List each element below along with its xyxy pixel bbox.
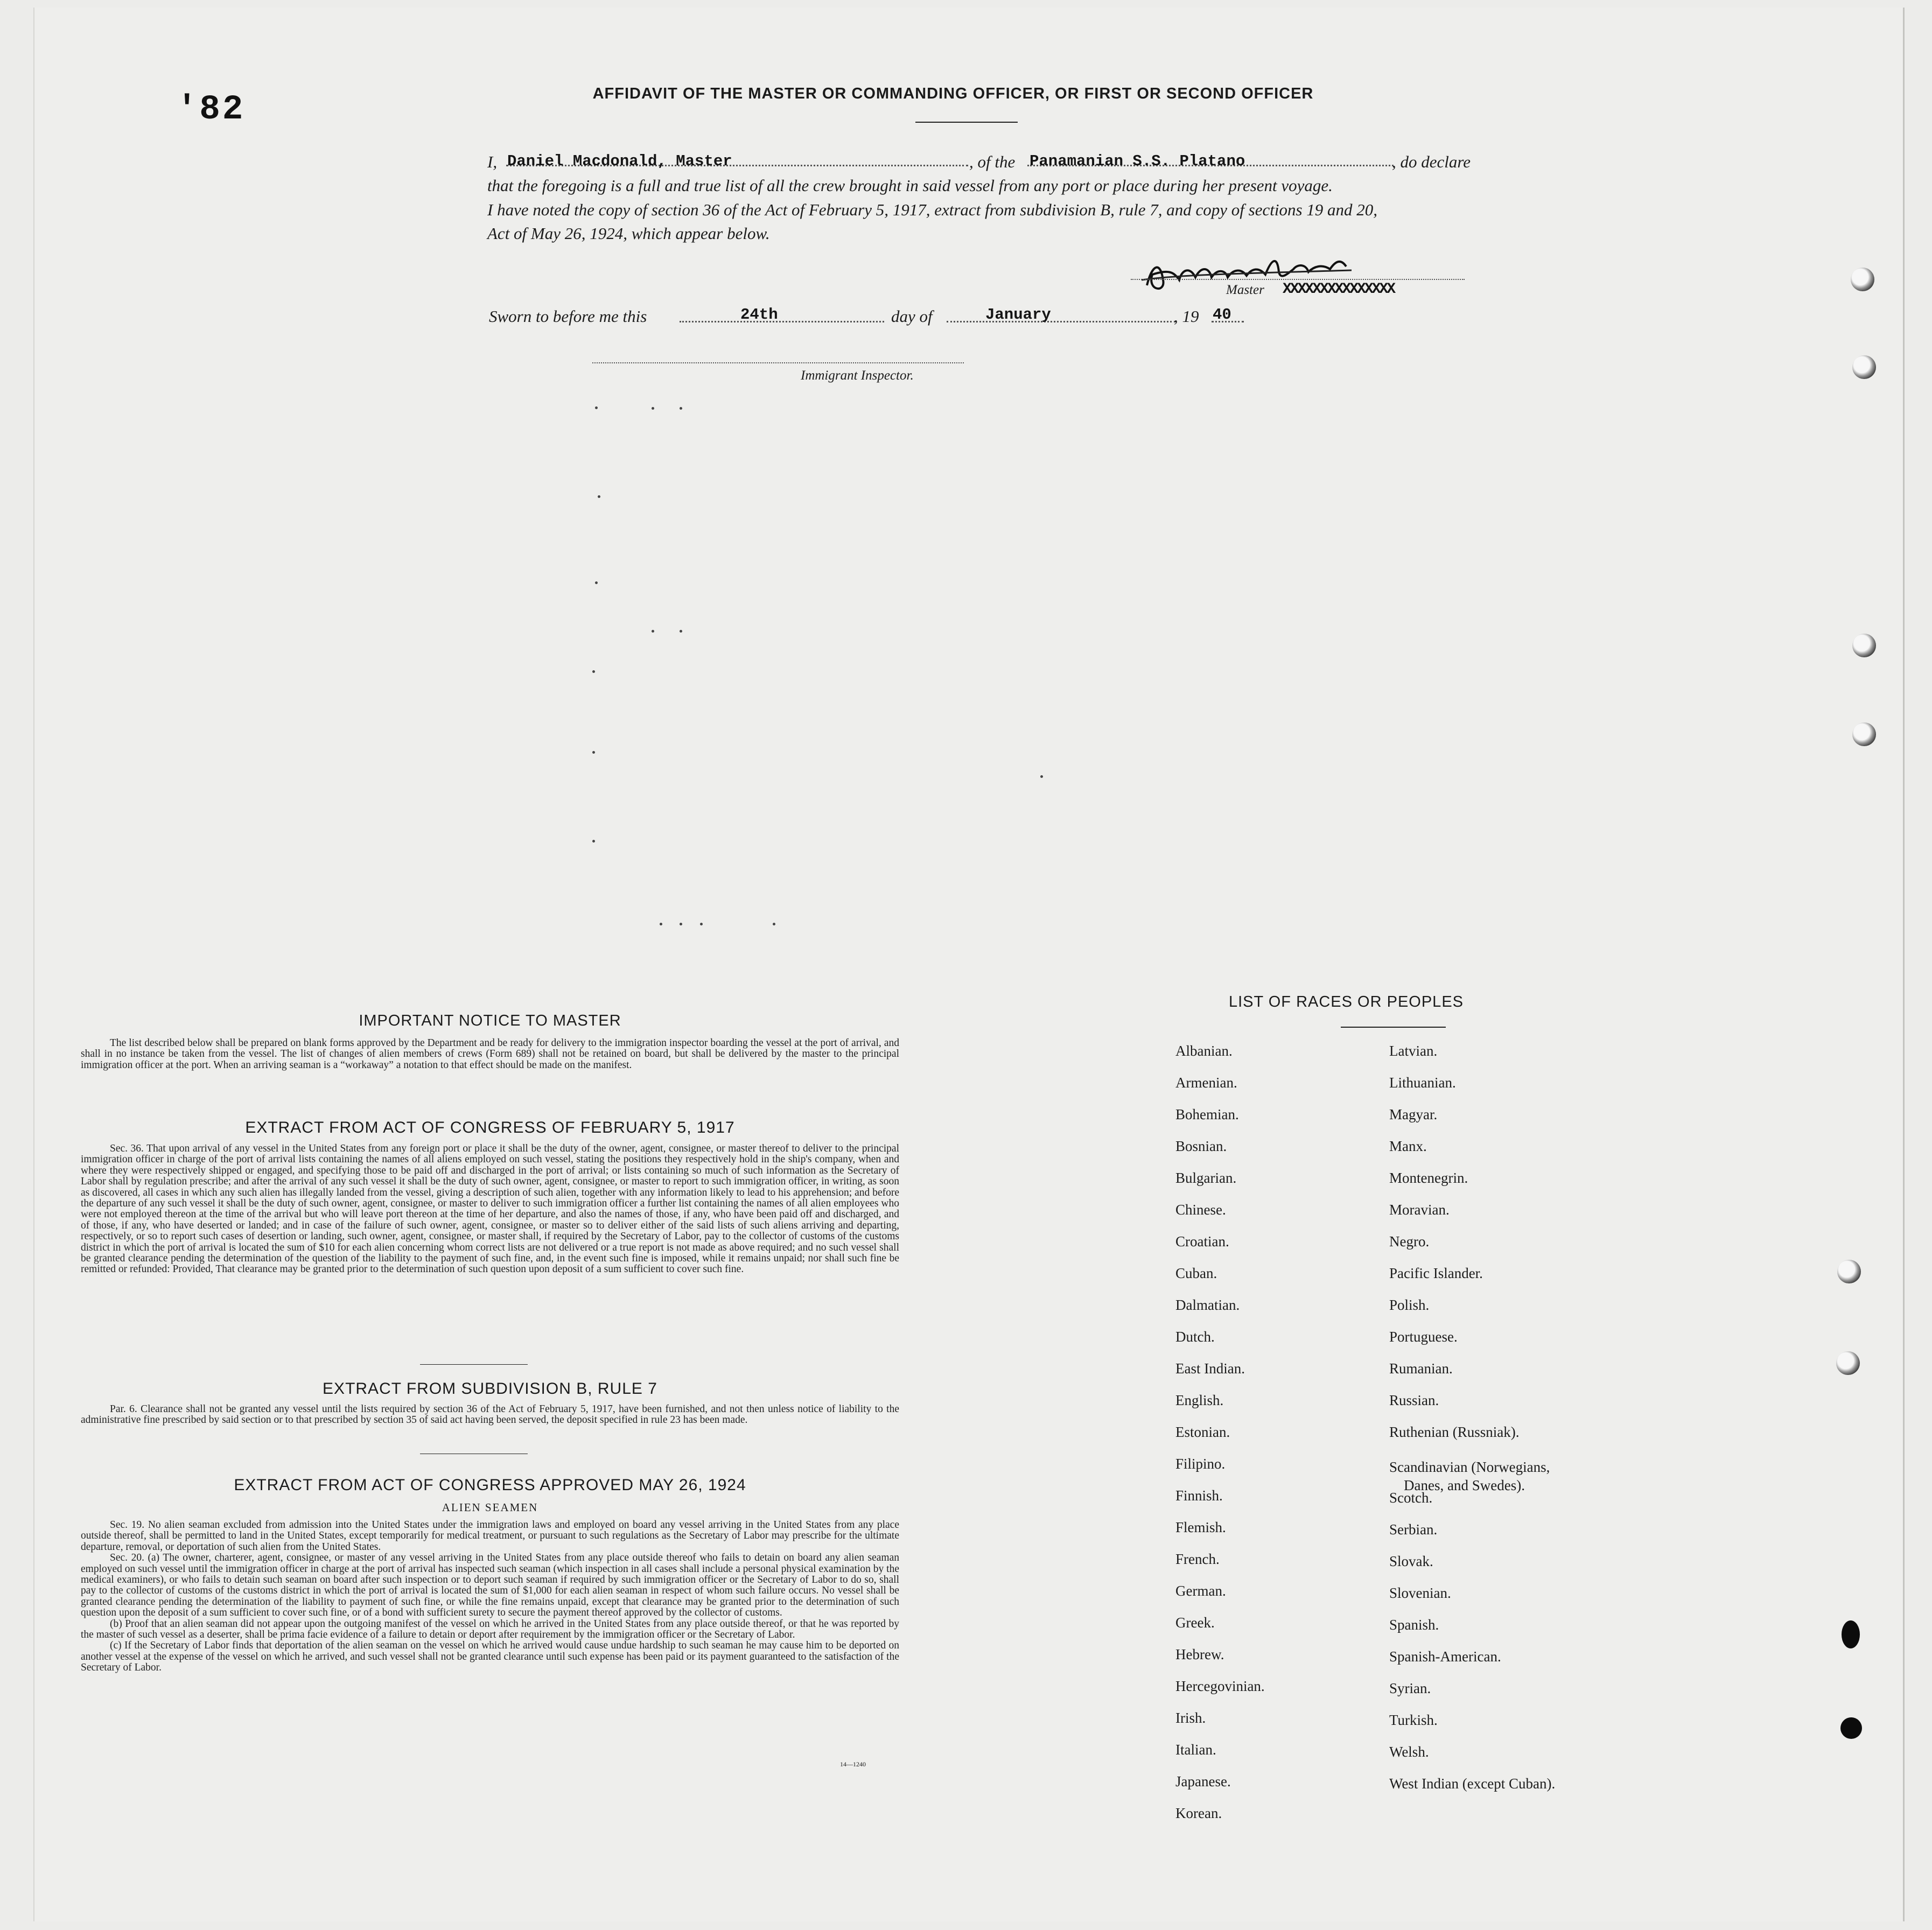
race-item: Moravian.: [1389, 1202, 1450, 1218]
affidavit-title-rule: [915, 122, 1018, 123]
bleed-mark: [592, 840, 595, 843]
race-item: Serbian.: [1389, 1521, 1438, 1538]
punch-hole: [1851, 268, 1874, 291]
ink-blot: [1842, 1620, 1860, 1648]
sec-20b-paragraph: (b) Proof that an alien seaman did not appear upon the outgoing manifest of the vessel on which he arrived in the United States from any place outside thereof, or that he was reported by the master of such vessel as a deserter, shall be prima facie evidence of a failure to detain or deport after requirement by the immigration officer or the Secretary of Labor.: [81, 1618, 899, 1641]
punch-hole: [1836, 1351, 1860, 1375]
bleed-mark: [592, 670, 595, 673]
race-item: Cuban.: [1175, 1265, 1217, 1281]
corner-stamp: '82: [177, 90, 246, 129]
extract-1917-text: [81, 1143, 899, 1275]
punch-hole: [1852, 722, 1876, 746]
subdivision-title: EXTRACT FROM SUBDIVISION B, RULE 7: [323, 1380, 657, 1398]
form-number: 14—1240: [840, 1760, 866, 1768]
races-title: LIST OF RACES OR PEOPLES: [1228, 993, 1464, 1010]
bleed-mark: [700, 923, 703, 925]
race-item: Japanese.: [1175, 1773, 1231, 1789]
bleed-mark: [592, 751, 595, 754]
affidavit-do-declare: , do declare: [1392, 152, 1471, 171]
sworn-year: 40: [1213, 306, 1231, 324]
bleed-mark: [680, 923, 682, 925]
race-item: German.: [1175, 1583, 1226, 1599]
par-6-paragraph: Par. 6. Clearance shall not be granted any vessel until the lists required by section 36 of the Act of February 5, 1917, have been furnished, and not then unless notice of liability to the administrative fine prescribed by said section or to that prescribed by section 35 of said act having been served, the deposit specified in rule 23 has been made.: [81, 1403, 899, 1426]
race-item: Spanish-American.: [1389, 1648, 1501, 1665]
race-item: Scandinavian (Norwegians,: [1389, 1459, 1550, 1475]
bleed-mark: [595, 406, 598, 409]
inspector-caption: Immigrant Inspector.: [801, 368, 914, 383]
sec-19-paragraph: Sec. 19. No alien seaman excluded from admission into the United States under the immigration laws and employed on board any vessel arriving in the United States from any place outside thereof, shall be permitted to land in the United States, except temporarily for medical treatment, or pursuant to such regulations as the Secretary of Labor may prescribe for the ultimate departure, removal, or deportation of such alien from the United States.: [81, 1519, 899, 1553]
race-item: Hercegovinian.: [1175, 1678, 1265, 1694]
punch-hole: [1852, 634, 1876, 657]
race-item: Dalmatian.: [1175, 1297, 1240, 1313]
sec-36-paragraph: Sec. 36. That upon arrival of any vessel in the United States from any foreign port or place it shall be the duty of the owner, agent, consignee, or master thereof to deliver to the principal immigration officer in charge of the port of arrival lists containing the names of all aliens employed on such vessel, stating the positions they respectively hold in the ship's company, when and where they were respectively shipped or engaged, and specifying those to be paid off and discharged in the port of arrival; or lists containing so much of such information as the Secretary of Labor shall by regulation prescribe; and after the arrival of any such vessel it shall be the duty of such owner, agent, consignee, or master to report to such immigration officer, in writing, as soon as discovered, all cases in which any such alien has illegally landed from the vessel, giving a description of such alien, together with any information likely to lead to his apprehension; and before the departure of any such vessel it shall be the duty of such owner, agent, consignee, or master to deliver to such immigration officer a further list containing the names of all alien employees who were not employed thereon at the time of the arrival but who will leave port thereon at the time of her departure, and also the names of those, if any, who have been paid off and discharged, and of those, if any, who have deserted or landed; and in case of the failure of such owner, agent, consignee, or master so to deliver either of the said lists of such aliens arriving and departing, respectively, or so to report such cases of desertion or landing, such owner, agent, consignee, or master shall, if required by the Secretary of Labor, pay to the collector of customs of the customs district in which the port of arrival is located the sum of $10 for each alien concerning whom correct lists are not delivered or a true report is not made as above required; and no such vessel shall be granted clearance pending the determination of the question of the liability to the payment of such fine, and, in the event such fine is imposed, while it remains unpaid; nor shall such fine be remitted or refunded: Provided, That clearance may be granted prior to the determination of such question upon deposit of a sum sufficient to cover such fine.: [81, 1143, 899, 1275]
extract-1924-text: [81, 1520, 899, 1674]
race-item: Filipino.: [1175, 1456, 1226, 1472]
race-item: Finnish.: [1175, 1487, 1223, 1504]
race-item: Irish.: [1175, 1710, 1206, 1726]
affidavit-i-prefix: I,: [487, 152, 498, 171]
bleed-mark: [660, 923, 662, 925]
race-item: Manx.: [1389, 1138, 1427, 1154]
affidavit-line-3: I have noted the copy of section 36 of the Act of February 5, 1917, extract from subdivision B, rule 7, and copy of sections 19 and 20,: [487, 200, 1378, 219]
race-item: Bohemian.: [1175, 1106, 1239, 1122]
race-item: Korean.: [1175, 1805, 1222, 1821]
race-item: Armenian.: [1175, 1075, 1237, 1091]
month-line: [947, 321, 1175, 322]
notice-text: [81, 1038, 899, 1071]
race-item: West Indian (except Cuban).: [1389, 1775, 1556, 1792]
sec-20c-paragraph: (c) If the Secretary of Labor finds that deportation of the alien seaman on the vessel on which he arrived would cause undue hardship to such seaman he may cause him to be deported on another vessel at the expense of the vessel on which he arrived, and such vessel shall not be granted clearance until such expense has been paid or its payment guaranteed to the satisfaction of the Secretary of Labor.: [81, 1640, 899, 1674]
race-item: Flemish.: [1175, 1519, 1226, 1535]
race-item: Estonian.: [1175, 1424, 1230, 1440]
race-item: Polish.: [1389, 1297, 1430, 1313]
punch-hole: [1837, 1260, 1861, 1283]
affidavit-line-2: that the foregoing is a full and true list of all the crew brought in said vessel from any port or place during her present voyage.: [487, 176, 1333, 195]
race-item: Hebrew.: [1175, 1646, 1224, 1662]
sworn-day: 24th: [740, 306, 778, 324]
race-item: Slovak.: [1389, 1553, 1433, 1569]
race-item: Magyar.: [1389, 1106, 1438, 1122]
affidavit-of-the: , of the: [969, 152, 1016, 171]
race-item: Montenegrin.: [1389, 1170, 1468, 1186]
punch-hole: [1852, 355, 1876, 379]
year-prefix: , 19: [1174, 307, 1199, 326]
race-item: East Indian.: [1175, 1360, 1245, 1377]
race-item: Rumanian.: [1389, 1360, 1453, 1377]
race-item: Lithuanian.: [1389, 1075, 1456, 1091]
bleed-mark: [680, 630, 682, 633]
race-item: Pacific Islander.: [1389, 1265, 1483, 1281]
affidavit-line-4: Act of May 26, 1924, which appear below.: [487, 224, 770, 243]
bleed-mark: [595, 581, 598, 584]
race-item: Croatian.: [1175, 1233, 1229, 1250]
vessel-name: Panamanian S.S. Platano: [1030, 152, 1245, 170]
extract-1917-title: EXTRACT FROM ACT OF CONGRESS OF FEBRUARY 5, 1917: [245, 1119, 735, 1136]
day-line: [680, 321, 884, 322]
affidavit-title: AFFIDAVIT OF THE MASTER OR COMMANDING OFFICER, OR FIRST OR SECOND OFFICER: [592, 85, 1314, 102]
bleed-mark: [1040, 775, 1043, 778]
extract-1924-title: EXTRACT FROM ACT OF CONGRESS APPROVED MAY 26, 1924: [234, 1476, 746, 1494]
race-item: Bosnian.: [1175, 1138, 1227, 1154]
race-item: Bulgarian.: [1175, 1170, 1237, 1186]
race-item: Albanian.: [1175, 1043, 1233, 1059]
signature-caption: Master: [1226, 283, 1264, 297]
race-item: Dutch.: [1175, 1329, 1215, 1345]
sworn-month: January: [985, 306, 1051, 324]
race-item: Danes, and Swedes).: [1404, 1477, 1525, 1493]
subdivision-text: [81, 1404, 899, 1426]
race-item: Spanish.: [1389, 1617, 1439, 1633]
day-of-label: day of: [891, 307, 933, 326]
sworn-prefix: Sworn to before me this: [489, 307, 647, 326]
race-item: Welsh.: [1389, 1744, 1429, 1760]
ink-blot: [1840, 1717, 1862, 1739]
race-item: Syrian.: [1389, 1680, 1431, 1696]
race-item: Chinese.: [1175, 1202, 1226, 1218]
inspector-line: [592, 362, 964, 363]
alien-seamen-subtitle: ALIEN SEAMEN: [442, 1501, 538, 1514]
race-item: Turkish.: [1389, 1712, 1438, 1728]
bleed-mark: [652, 407, 654, 410]
race-item: French.: [1175, 1551, 1220, 1567]
races-title-rule: [1341, 1027, 1446, 1028]
bleed-mark: [773, 923, 775, 925]
notice-title: IMPORTANT NOTICE TO MASTER: [359, 1012, 621, 1029]
race-item: Ruthenian (Russniak).: [1389, 1424, 1520, 1440]
race-item: Negro.: [1389, 1233, 1430, 1250]
notice-paragraph: The list described below shall be prepared on blank forms approved by the Department and be ready for delivery to the immigration inspector boarding the vessel at the port of arrival, and shall in no instance be taken from the vessel. The list of changes of alien members of crews (Form 689) shall not be retained on board, but shall be delivered by the master to the principal immigration officer at the port. When an arriving seaman is a “workaway” a notation to that effect should be made on the manifest.: [81, 1037, 899, 1071]
race-item: English.: [1175, 1392, 1224, 1408]
race-item: Latvian.: [1389, 1043, 1438, 1059]
signature-line: [1131, 279, 1465, 280]
bleed-mark: [598, 495, 600, 498]
race-item: Scotch.: [1389, 1490, 1433, 1506]
declarant-name: Daniel Macdonald, Master: [507, 152, 732, 170]
bleed-mark: [652, 630, 654, 633]
extract-1917-rule: [420, 1364, 528, 1365]
sec-20a-paragraph: Sec. 20. (a) The owner, charterer, agent, consignee, or master of any vessel arriving in the United States from any place outside thereof who fails to detain on board any alien seaman employed on such vessel until the immigration officer in charge at the port of arrival has inspected such seaman (which inspection in all cases shall include a personal physical examination by the medical examiners), or who fails to detain such seaman on board after such inspection or to deport such seaman if required by such immigration officer or the Secretary of Labor to do so, shall pay to the collector of customs of the customs district in which the port of arrival is located the sum of $1,000 for each alien seaman in respect of whom such failure occurs. No vessel shall be granted clearance pending the determination of the liability to payment of such fine, or while the fine remains unpaid, except that clearance may be granted prior to the determination of such question upon the deposit of a sum sufficient to cover such fine, or of a bond with sufficient surety to secure the payment thereof approved by the collector of customs.: [81, 1552, 899, 1619]
race-item: Slovenian.: [1389, 1585, 1451, 1601]
race-item: Italian.: [1175, 1742, 1216, 1758]
race-item: Russian.: [1389, 1392, 1439, 1408]
struck-title: XXXXXXXXXXXXXXX: [1283, 281, 1395, 298]
race-item: Greek.: [1175, 1615, 1215, 1631]
bleed-mark: [680, 407, 682, 410]
race-item: Portuguese.: [1389, 1329, 1458, 1345]
